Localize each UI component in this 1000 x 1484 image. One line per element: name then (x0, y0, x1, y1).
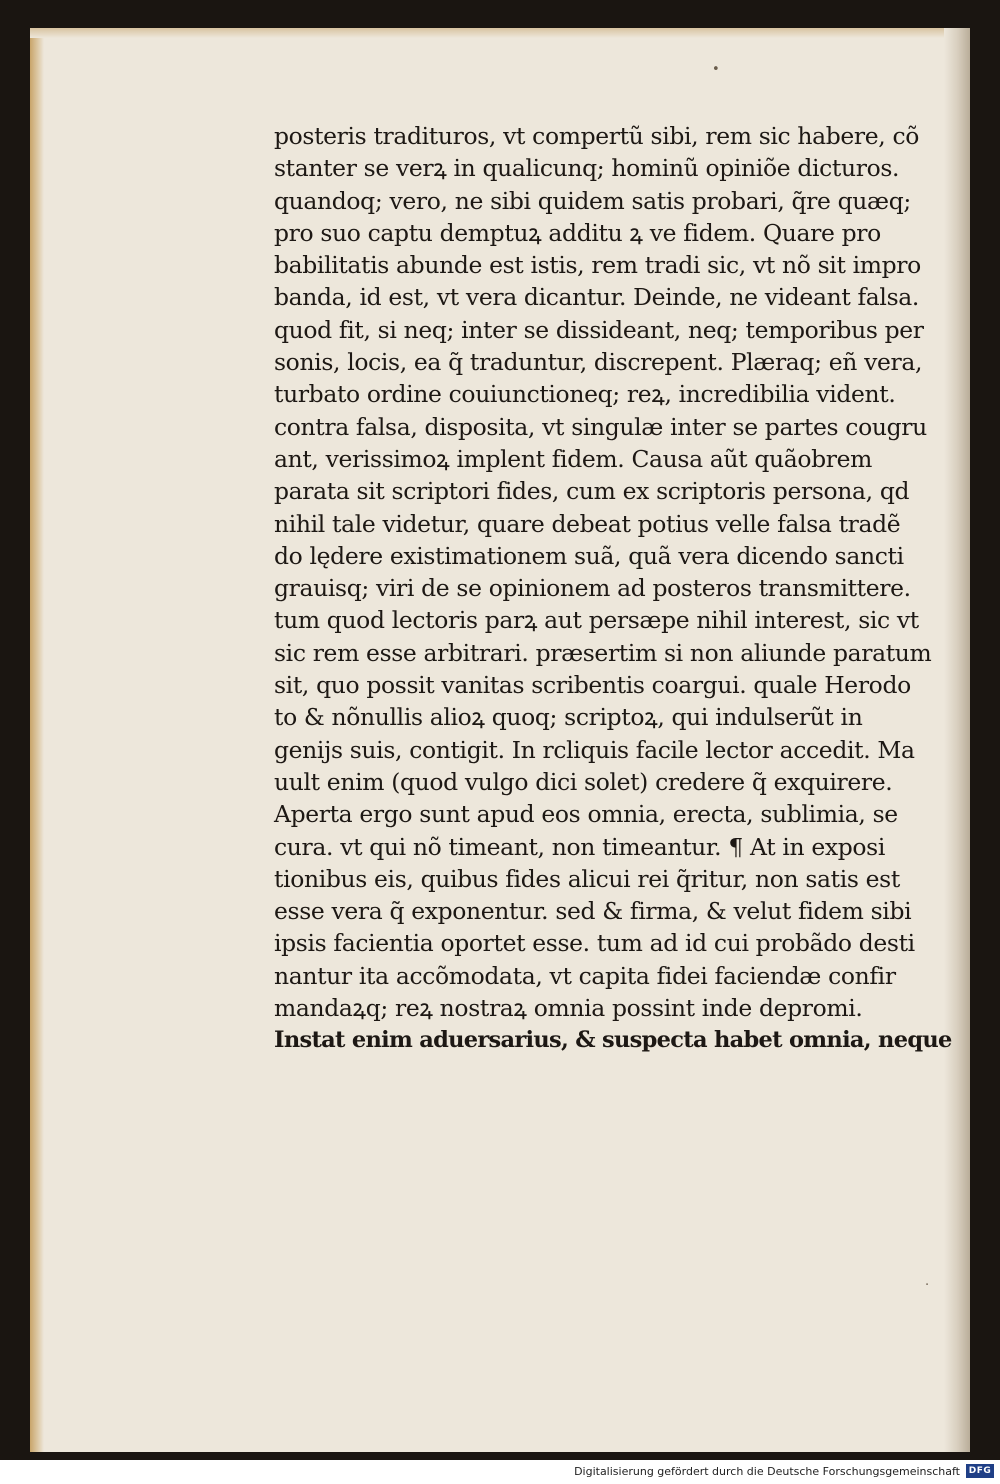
book-page (30, 28, 970, 1452)
text-line: mandaꝝq; reꝝ nostraꝝ omnia possint inde depromi. (274, 994, 863, 1023)
text-line: posteris tradituros, vt compertũ sibi, rem sic habere, cõ (274, 122, 920, 150)
text-line: babilitatis abunde est istis, rem tradi sic, vt nõ sit impro (274, 251, 921, 280)
funding-credit: Digitalisierung gefördert durch die Deutsche Forschungsgemeinschaft (574, 1465, 960, 1478)
text-line: nihil tale videtur, quare debeat potius velle falsa tradẽ (274, 509, 901, 538)
text-line: uult enim (quod vulgo dici solet) credere q̃ exquirere. (274, 767, 893, 796)
dfg-logo-icon: DFG (966, 1464, 994, 1478)
text-line: to & nõnullis alioꝝ quoq; scriptoꝝ, qui indulserũt in (274, 703, 863, 732)
text-line: Instat enim aduersarius, & suspecta habet omnia, neque (274, 1027, 952, 1054)
text-line: banda, id est, vt vera dicantur. Deinde, ne videant falsa. (274, 283, 919, 312)
text-line: genijs suis, contigit. In rcliquis facile lector accedit. Ma (274, 735, 915, 764)
footer-bar (0, 1460, 1000, 1484)
text-line: contra falsa, disposita, vt singulæ inter se partes cougru (274, 412, 927, 441)
text-line: parata sit scriptori fides, cum ex scriptoris persona, qd (274, 477, 910, 506)
text-line: stanter se verꝝ in qualicunq; hominũ opiniõe dicturos. (274, 154, 900, 183)
page-body-text (274, 120, 970, 1057)
ink-speck: • (712, 62, 720, 77)
text-line: tionibus eis, quibus fides alicui rei q̃ritur, non satis est (274, 864, 900, 893)
page-edge-top (30, 28, 970, 38)
page-edge-left (30, 28, 44, 1452)
text-line: ipsis facientia oportet esse. tum ad id cui probãdo desti (274, 929, 915, 958)
text-line: quandoq; vero, ne sibi quidem satis probari, q̃re quæq; (274, 186, 911, 215)
text-line: pro suo captu demptuꝝ additu ꝝ ve fidem. Quare pro (274, 218, 881, 247)
text-line: esse vera q̃ exponentur. sed & firma, & velut fidem sibi (274, 897, 912, 926)
text-line: ant, verissimoꝝ implent fidem. Causa aũt quãobrem (274, 444, 873, 473)
text-line: grauisq; viri de se opinionem ad posteros transmittere. (274, 574, 911, 603)
text-line: nantur ita accõmodata, vt capita fidei faciendæ confir (274, 961, 896, 990)
text-line: sit, quo possit vanitas scribentis coargui. quale Herodo (274, 671, 911, 700)
text-line: tum quod lectoris parꝝ aut persæpe nihil interest, sic vt (274, 606, 919, 635)
text-line: Aperta ergo sunt apud eos omnia, erecta, sublimia, se (274, 800, 898, 829)
ink-speck: · (925, 1278, 930, 1293)
text-line: turbato ordine couiunctioneq; reꝝ, incredibilia vident. (274, 380, 896, 409)
text-line: do lędere existimationem suã, quã vera dicendo sancti (274, 541, 904, 570)
text-line: sic rem esse arbitrari. præsertim si non aliunde paratum (274, 638, 932, 667)
text-line: cura. vt qui nõ timeant, non timeantur. ¶ At in exposi (274, 832, 885, 861)
text-line: quod fit, si neq; inter se dissideant, neq; temporibus per (274, 315, 924, 344)
text-line: sonis, locis, ea q̃ traduntur, discrepent. Plæraq; eñ vera, (274, 348, 923, 377)
